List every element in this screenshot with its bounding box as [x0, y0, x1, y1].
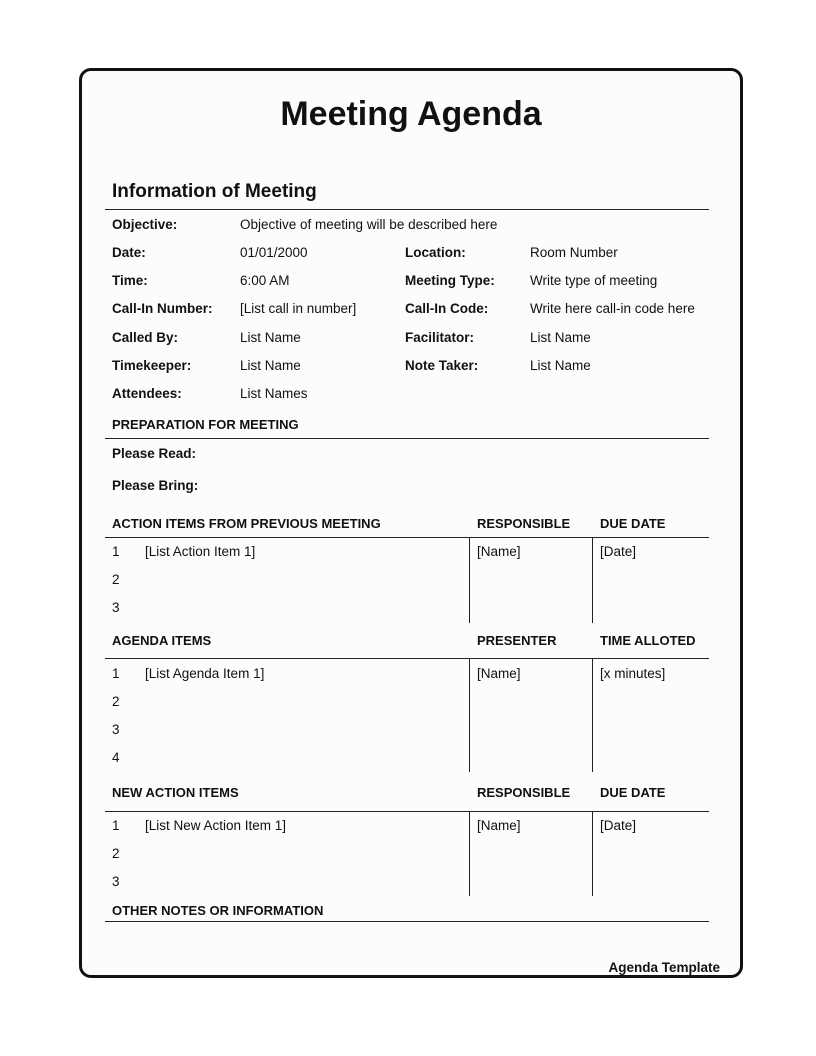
new-actions-due-date-header: DUE DATE: [600, 785, 666, 800]
list-item-due-date: [Date]: [600, 818, 637, 833]
previous-actions-divider: [105, 537, 709, 538]
previous-actions-col-divider-2: [592, 537, 593, 623]
list-item: [List Agenda Item 1]: [145, 666, 265, 681]
page-title: Meeting Agenda: [280, 95, 542, 133]
info-divider: [105, 209, 709, 210]
list-item-number: 3: [112, 874, 120, 889]
new-actions-col-divider-1: [469, 811, 470, 896]
new-actions-divider: [105, 811, 709, 812]
meeting-type-label: Meeting Type:: [405, 273, 495, 288]
list-item-presenter: [Name]: [477, 666, 521, 681]
list-item-responsible: [Name]: [477, 818, 521, 833]
called-by-label: Called By:: [112, 330, 179, 345]
timekeeper-label: Timekeeper:: [112, 358, 192, 373]
agenda-page: [79, 68, 743, 978]
list-item-number: 2: [112, 846, 120, 861]
list-item-due-date: [Date]: [600, 544, 637, 559]
attendees-value: List Names: [240, 386, 308, 401]
called-by-value: List Name: [240, 330, 301, 345]
list-item-number: 1: [112, 818, 120, 833]
meeting-type-value: Write type of meeting: [530, 273, 658, 288]
list-item: [List Action Item 1]: [145, 544, 256, 559]
facilitator-label: Facilitator:: [405, 330, 475, 345]
location-label: Location:: [405, 245, 466, 260]
objective-value: Objective of meeting will be described here: [240, 217, 498, 232]
list-item-number: 1: [112, 666, 120, 681]
location-value: Room Number: [530, 245, 618, 260]
callin-code-value: Write here call-in code here: [530, 301, 695, 316]
footer-label: Agenda Template: [608, 960, 720, 975]
objective-label: Objective:: [112, 217, 178, 232]
preparation-heading: PREPARATION FOR MEETING: [112, 417, 299, 432]
agenda-items-presenter-header: PRESENTER: [477, 633, 557, 648]
previous-actions-col-divider-1: [469, 537, 470, 623]
time-label: Time:: [112, 273, 148, 288]
callin-code-label: Call-In Code:: [405, 301, 489, 316]
date-label: Date:: [112, 245, 146, 260]
agenda-items-time-header: TIME ALLOTED: [600, 633, 696, 648]
previous-actions-responsible-header: RESPONSIBLE: [477, 516, 571, 531]
list-item-number: 3: [112, 722, 120, 737]
preparation-divider: [105, 438, 709, 439]
list-item-time: [x minutes]: [600, 666, 666, 681]
agenda-items-divider: [105, 658, 709, 659]
new-actions-col-divider-2: [592, 811, 593, 896]
list-item-number: 2: [112, 572, 120, 587]
attendees-label: Attendees:: [112, 386, 182, 401]
date-value: 01/01/2000: [240, 245, 308, 260]
list-item-number: 1: [112, 544, 120, 559]
timekeeper-value: List Name: [240, 358, 301, 373]
callin-number-value: [List call in number]: [240, 301, 357, 316]
list-item: [List New Action Item 1]: [145, 818, 287, 833]
agenda-items-col-divider-1: [469, 658, 470, 772]
please-read-label: Please Read:: [112, 446, 197, 461]
please-bring-label: Please Bring:: [112, 478, 199, 493]
list-item-number: 2: [112, 694, 120, 709]
list-item-number: 3: [112, 600, 120, 615]
callin-number-label: Call-In Number:: [112, 301, 213, 316]
new-actions-responsible-header: RESPONSIBLE: [477, 785, 571, 800]
list-item-responsible: [Name]: [477, 544, 521, 559]
new-actions-heading: NEW ACTION ITEMS: [112, 785, 239, 800]
list-item-number: 4: [112, 750, 120, 765]
note-taker-value: List Name: [530, 358, 591, 373]
facilitator-value: List Name: [530, 330, 591, 345]
previous-actions-due-date-header: DUE DATE: [600, 516, 666, 531]
note-taker-label: Note Taker:: [405, 358, 479, 373]
agenda-items-heading: AGENDA ITEMS: [112, 633, 212, 648]
other-notes-divider: [105, 921, 709, 922]
time-value: 6:00 AM: [240, 273, 290, 288]
other-notes-heading: OTHER NOTES OR INFORMATION: [112, 903, 324, 918]
previous-actions-heading: ACTION ITEMS FROM PREVIOUS MEETING: [112, 516, 381, 531]
agenda-items-col-divider-2: [592, 658, 593, 772]
info-heading: Information of Meeting: [112, 181, 317, 202]
